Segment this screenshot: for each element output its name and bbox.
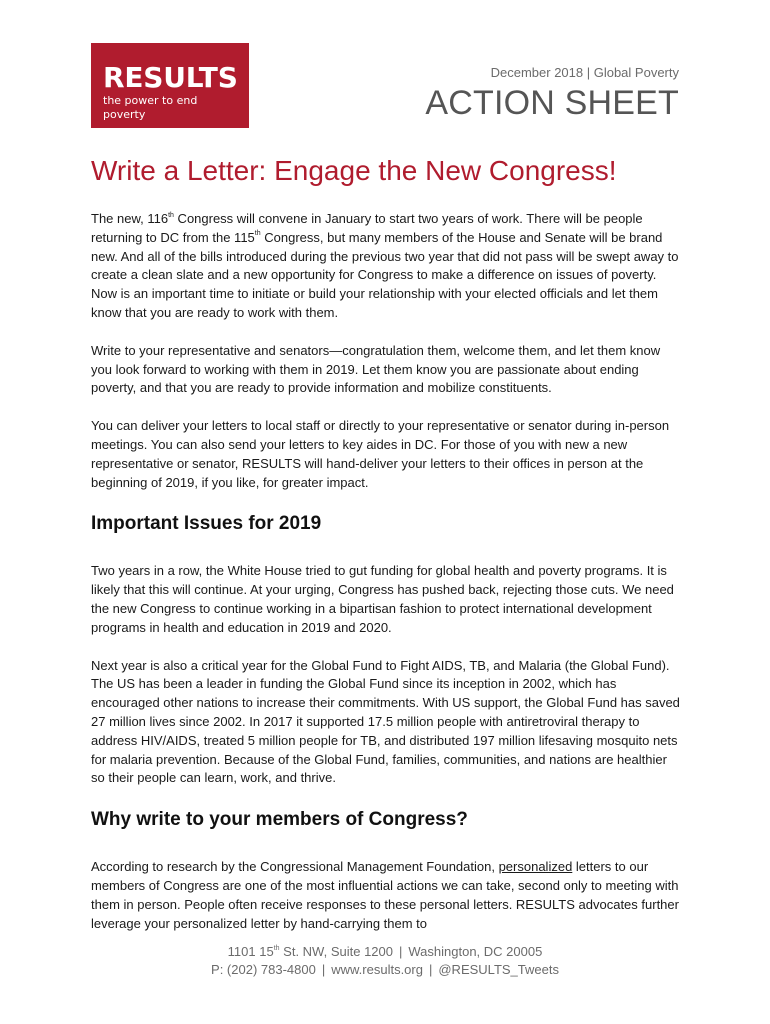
ordinal-suffix: th <box>254 230 261 238</box>
separator: | <box>428 962 433 977</box>
main-heading: Write a Letter: Engage the New Congress! <box>91 155 617 186</box>
why-text-a: According to research by the Congressional Management Foundation, <box>91 859 499 875</box>
phone-number: P: (202) 783-4800 <box>211 962 316 977</box>
document-body <box>91 152 681 952</box>
address-street-number: 1101 15 <box>227 944 274 959</box>
address-street: St. NW, Suite 1200 <box>279 944 393 959</box>
intro-paragraph-2: Write to your representative and senators—congratulation them, welcome them, and let them know you look forward to working with them in 2019. Let them know you are passionate about ending poverty, and that you are ready to provide information and mobilize constituents. <box>91 342 661 396</box>
why-text-b: letters to our members of Congress are one of the most influential actions we can take, second only to meeting with them in person. People often receive responses to these personal letters. RESULTS advocates further leverage your personalized letter by hand-carrying them to <box>91 859 679 931</box>
website-link[interactable]: www.results.org <box>331 962 423 977</box>
intro-paragraph-3: You can deliver your letters to local staff or directly to your representative or senator during in-person meetings. You can also send your letters to key aides in DC. For those of you with new a new representative or senator, RESULTS will hand-deliver your letters to their offices in person at the beginning of 2019, if you like, for greater impact. <box>91 418 670 490</box>
date-category: December 2018 | Global Poverty <box>490 65 679 80</box>
action-sheet-title: ACTION SHEET <box>425 84 679 122</box>
intro-text-c: Congress, but many members of the House and Senate will be brand new. And all of the bills introduced during the previous two year that did not pass will be swept away to create a clean slate and a new opportunity for Congress to make a difference on issues of poverty. Now is an important time to initiate or build your relationship with your elected officials and let them know that you are ready to work with them. <box>91 229 679 320</box>
address-city: Washington, DC 20005 <box>408 944 543 959</box>
ordinal-suffix: th <box>168 211 174 219</box>
intro-paragraph-1 <box>91 210 681 323</box>
why-paragraph-1 <box>91 858 681 933</box>
footer-address <box>0 943 770 961</box>
logo-tagline: the power to end poverty <box>103 94 198 121</box>
footer-contact <box>0 961 770 979</box>
separator: | <box>321 962 326 977</box>
intro-text-b: Congress will convene in January to start two years of work. There will be people returning to DC from the 115 <box>91 211 643 245</box>
issues-paragraph-1: Two years in a row, the White House tried to gut funding for global health and poverty programs. It is likely that this will continue. At your urging, Congress has pushed back, rejecting those cuts. We need the new Congress to continue working in a bipartisan fashion to protect international development programs in health and education in 2019 and 2020. <box>91 563 674 635</box>
logo-wordmark: RESULTS <box>103 61 238 94</box>
issues-paragraph-2: Next year is also a critical year for the Global Fund to Fight AIDS, TB, and Malaria (the Global Fund). The US has been a leader in funding the Global Fund since its inception in 2002, which has encouraged other nations to increase their commitments. With US support, the Global Fund has saved 27 million lives since 2002. In 2017 it supported 17.5 million people with antiretroviral therapy to address HIV/AIDS, treated 5 million people for TB, and distributed 197 million lifesaving mosquito nets for malaria prevention. Because of the Global Fund, families, communities, and nations are healthier so their people can learn, work, and thrive. <box>91 657 680 786</box>
footer <box>0 943 770 979</box>
ordinal-suffix: th <box>273 944 280 952</box>
results-logo <box>91 43 249 128</box>
issues-heading: Important Issues for 2019 <box>91 513 322 535</box>
why-heading: Why write to your members of Congress? <box>91 809 468 831</box>
personalized-link[interactable]: personalized <box>498 859 573 875</box>
twitter-handle[interactable]: @RESULTS_Tweets <box>438 962 559 977</box>
intro-text-a: The new, 116 <box>91 211 169 226</box>
separator: | <box>399 944 403 959</box>
